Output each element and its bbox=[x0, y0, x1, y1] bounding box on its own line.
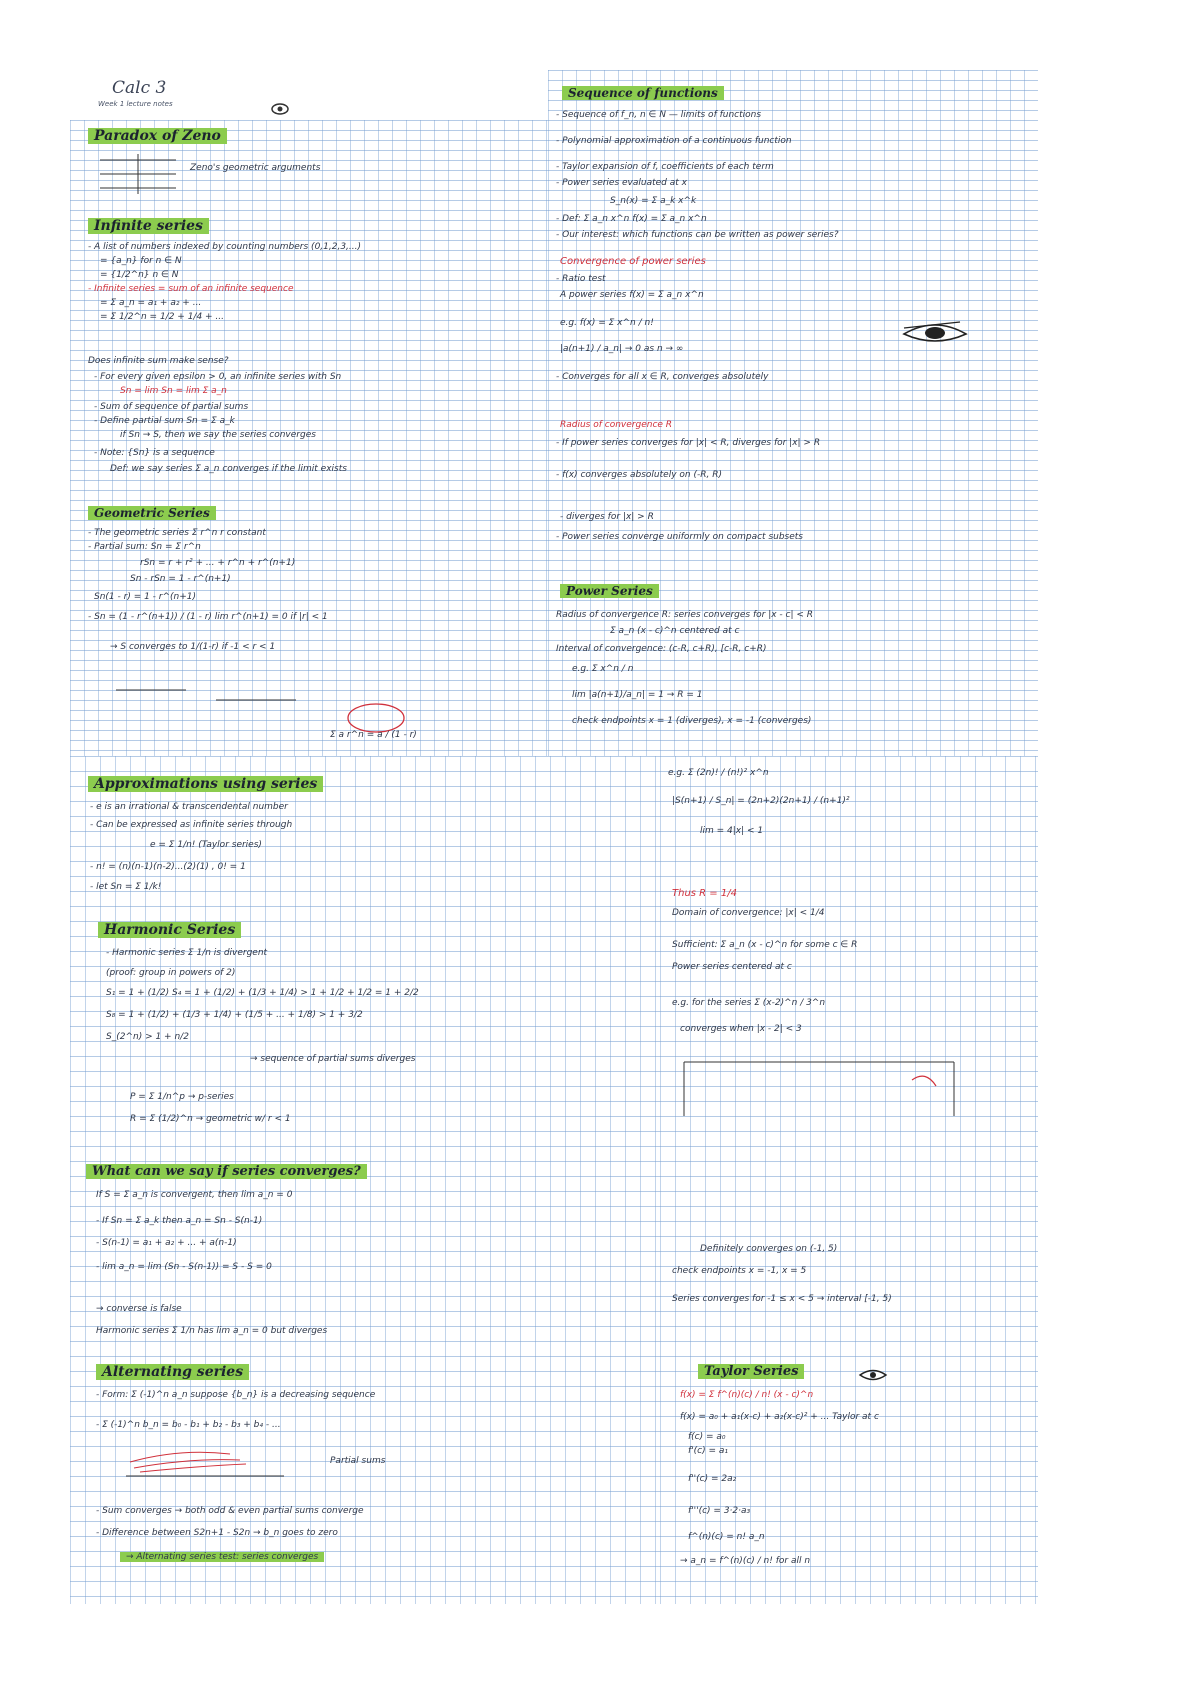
eye-sketch-icon bbox=[900, 318, 970, 348]
ratio-line-6: Power series centered at c bbox=[672, 962, 792, 972]
alternating-line-4: - Difference between S2n+1 - S2n → b_n goes to zero bbox=[96, 1528, 338, 1538]
ratio-line-9: Definitely converges on (-1, 5) bbox=[700, 1244, 838, 1254]
seqfn-line-2: - Taylor expansion of f, coefficients of each term bbox=[556, 162, 774, 172]
taylor-line-4: f''(c) = 2a₂ bbox=[688, 1474, 737, 1484]
harmonic-line-1: (proof: group in powers of 2) bbox=[106, 968, 236, 978]
harmonic-line-5: → sequence of partial sums diverges bbox=[250, 1054, 416, 1064]
heading-geometric-series: Geometric Series bbox=[88, 506, 216, 520]
pconv-line-1: A power series f(x) = Σ a_n x^n bbox=[560, 290, 704, 300]
alternating-line-1: - Σ (-1)^n b_n = b₀ - b₁ + b₂ - b₃ + b₄ - ... bbox=[96, 1420, 281, 1430]
heading-zeno: Paradox of Zeno bbox=[88, 128, 227, 144]
geometric-line-5: - Sn = (1 - r^(n+1)) / (1 - r) lim r^(n+1) = 0 if |r| < 1 bbox=[88, 612, 328, 622]
harmonic-line-6: P = Σ 1/n^p → p-series bbox=[130, 1092, 234, 1102]
heading-taylor-series: Taylor Series bbox=[698, 1364, 804, 1379]
infinite-line-9: - Sum of sequence of partial sums bbox=[94, 402, 249, 412]
ratio-example-box bbox=[680, 1056, 960, 1146]
pconv-line-3: |a(n+1) / a_n| → 0 as n → ∞ bbox=[560, 344, 684, 354]
ratio-line-10: check endpoints x = -1, x = 5 bbox=[672, 1266, 807, 1276]
ratio-line-3: Thus R = 1/4 bbox=[672, 888, 737, 899]
seqfn-line-1: - Polynomial approximation of a continuous function bbox=[556, 136, 792, 146]
power-line-3: e.g. Σ x^n / n bbox=[572, 664, 634, 674]
alternating-line-5: → Alternating series test: series converges bbox=[120, 1552, 324, 1562]
pconv-line-8: - diverges for |x| > R bbox=[560, 512, 654, 522]
infinite-line-13: Def: we say series Σ a_n converges if the limit exists bbox=[110, 464, 347, 474]
geometric-line-0: - The geometric series Σ r^n r constant bbox=[88, 528, 266, 538]
heading-series-converges: What can we say if series converges? bbox=[86, 1164, 367, 1179]
infinite-line-7: - For every given epsilon > 0, an infinite series with Sn bbox=[94, 372, 342, 382]
pconv-line-2: e.g. f(x) = Σ x^n / n! bbox=[560, 318, 654, 328]
pconv-line-7: - f(x) converges absolutely on (-R, R) bbox=[556, 470, 722, 480]
approx-line-3: - n! = (n)(n-1)(n-2)...(2)(1) , 0! = 1 bbox=[90, 862, 246, 872]
ratio-line-8: converges when |x - 2| < 3 bbox=[680, 1024, 802, 1034]
power-line-0: Radius of convergence R: series converges for |x - c| < R bbox=[556, 610, 814, 620]
taylor-line-5: f'''(c) = 3·2·a₃ bbox=[688, 1506, 751, 1516]
infinite-line-0: - A list of numbers indexed by counting numbers (0,1,2,3,...) bbox=[88, 242, 362, 252]
converges-line-1: - If Sn = Σ a_k then a_n = Sn - S(n-1) bbox=[96, 1216, 263, 1226]
converges-line-3: - lim a_n = lim (Sn - S(n-1)) = S - S = 0 bbox=[96, 1262, 272, 1272]
infinite-line-4: = Σ a_n = a₁ + a₂ + ... bbox=[100, 298, 202, 308]
alternating-line-2: Partial sums bbox=[330, 1456, 386, 1466]
page-title: Calc 3 bbox=[112, 78, 167, 98]
pconv-line-0: - Ratio test bbox=[556, 274, 606, 284]
converges-line-5: Harmonic series Σ 1/n has lim a_n = 0 but diverges bbox=[96, 1326, 328, 1336]
heading-sequence-functions: Sequence of functions bbox=[562, 86, 724, 100]
taylor-line-3: f'(c) = a₁ bbox=[688, 1446, 728, 1456]
zeno-diagram bbox=[98, 150, 178, 196]
pconv-line-5: Radius of convergence R bbox=[560, 420, 673, 430]
harmonic-line-4: S_(2^n) > 1 + n/2 bbox=[106, 1032, 189, 1042]
geometric-line-6: → S converges to 1/(1-r) if -1 < r < 1 bbox=[110, 642, 276, 652]
approx-line-4: - let Sn = Σ 1/k! bbox=[90, 882, 162, 892]
approx-line-0: - e is an irrational & transcendental number bbox=[90, 802, 288, 812]
converges-line-2: - S(n-1) = a₁ + a₂ + ... + a(n-1) bbox=[96, 1238, 237, 1248]
infinite-line-11: if Sn → S, then we say the series converges bbox=[120, 430, 316, 440]
infinite-line-6: Does infinite sum make sense? bbox=[88, 356, 229, 366]
heading-alternating: Alternating series bbox=[96, 1364, 249, 1380]
eye-sketch-small-icon bbox=[858, 1366, 888, 1384]
infinite-line-12: - Note: {Sn} is a sequence bbox=[94, 448, 215, 458]
seqfn-line-6: - Our interest: which functions can be written as power series? bbox=[556, 230, 839, 240]
harmonic-line-7: R = Σ (1/2)^n → geometric w/ r < 1 bbox=[130, 1114, 291, 1124]
ratio-line-7: e.g. for the series Σ (x-2)^n / 3^n bbox=[672, 998, 826, 1008]
ratio-line-2: lim = 4|x| < 1 bbox=[700, 826, 764, 836]
approx-line-2: e = Σ 1/n! (Taylor series) bbox=[150, 840, 262, 850]
taylor-line-1: f(x) = a₀ + a₁(x-c) + a₂(x-c)² + ... Taylor at c bbox=[680, 1412, 879, 1422]
zeno-note: Zeno's geometric arguments bbox=[190, 163, 321, 173]
right-notes-panel bbox=[548, 70, 1038, 760]
geometric-line-3: Sn - rSn = 1 - r^(n+1) bbox=[130, 574, 231, 584]
heading-infinite-series: Infinite series bbox=[88, 218, 209, 234]
page-subtitle: Week 1 lecture notes bbox=[98, 100, 173, 108]
alternating-line-0: - Form: Σ (-1)^n a_n suppose {b_n} is a decreasing sequence bbox=[96, 1390, 376, 1400]
power-line-4: lim |a(n+1)/a_n| = 1 → R = 1 bbox=[572, 690, 703, 700]
taylor-line-2: f(c) = a₀ bbox=[688, 1432, 726, 1442]
converges-line-0: If S = Σ a_n is convergent, then lim a_n = 0 bbox=[96, 1190, 293, 1200]
geometric-line-2: rSn = r + r² + ... + r^n + r^(n+1) bbox=[140, 558, 296, 568]
harmonic-line-2: S₁ = 1 + (1/2) S₄ = 1 + (1/2) + (1/3 + 1/4) > 1 + 1/2 + 1/2 = 1 + 2/2 bbox=[106, 988, 419, 998]
seqfn-line-5: - Def: Σ a_n x^n f(x) = Σ a_n x^n bbox=[556, 214, 707, 224]
geometric-fraction-doodle bbox=[96, 670, 516, 740]
ratio-line-1: |S(n+1) / S_n| = (2n+2)(2n+1) / (n+1)² bbox=[672, 796, 850, 806]
left-notes-panel bbox=[70, 120, 550, 760]
infinite-line-1: = {a_n} for n ∈ N bbox=[100, 256, 182, 266]
infinite-line-3: - Infinite series = sum of an infinite sequence bbox=[88, 284, 294, 294]
taylor-line-0: f(x) = Σ f^(n)(c) / n! (x - c)^n bbox=[680, 1390, 814, 1400]
geometric-line-4: Sn(1 - r) = 1 - r^(n+1) bbox=[94, 592, 197, 602]
converges-line-4: → converse is false bbox=[96, 1304, 182, 1314]
seqfn-line-4: S_n(x) = Σ a_k x^k bbox=[610, 196, 697, 206]
ratio-line-4: Domain of convergence: |x| < 1/4 bbox=[672, 908, 825, 918]
infinite-line-10: - Define partial sum Sn = Σ a_k bbox=[94, 416, 235, 426]
alternating-partial-sum-diagram bbox=[120, 1440, 290, 1486]
approx-line-1: - Can be expressed as infinite series through bbox=[90, 820, 293, 830]
seqfn-line-3: - Power series evaluated at x bbox=[556, 178, 687, 188]
seqfn-line-0: - Sequence of f_n, n ∈ N — limits of functions bbox=[556, 110, 762, 120]
pconv-line-4: - Converges for all x ∈ R, converges absolutely bbox=[556, 372, 769, 382]
pconv-line-9: - Power series converge uniformly on compact subsets bbox=[556, 532, 803, 542]
heading-power-convergence: Convergence of power series bbox=[560, 256, 706, 267]
infinite-line-2: = {1/2^n} n ∈ N bbox=[100, 270, 179, 280]
power-line-5: check endpoints x = 1 (diverges), x = -1 (converges) bbox=[572, 716, 812, 726]
power-line-1: Σ a_n (x - c)^n centered at c bbox=[610, 626, 740, 636]
ratio-line-11: Series converges for -1 ≤ x < 5 → interval [-1, 5) bbox=[672, 1294, 892, 1304]
eye-doodle-icon bbox=[270, 102, 290, 116]
geometric-line-7: Σ a r^n = a / (1 - r) bbox=[330, 730, 417, 740]
harmonic-line-0: - Harmonic series Σ 1/n is divergent bbox=[106, 948, 268, 958]
infinite-line-5: = Σ 1/2^n = 1/2 + 1/4 + ... bbox=[100, 312, 225, 322]
heading-harmonic: Harmonic Series bbox=[98, 922, 241, 938]
ratio-line-5: Sufficient: Σ a_n (x - c)^n for some c ∈ R bbox=[672, 940, 858, 950]
heading-power-series: Power Series bbox=[560, 584, 659, 598]
alternating-line-3: - Sum converges → both odd & even partial sums converge bbox=[96, 1506, 364, 1516]
taylor-line-7: → a_n = f^(n)(c) / n! for all n bbox=[680, 1556, 811, 1566]
pconv-line-6: - If power series converges for |x| < R, diverges for |x| > R bbox=[556, 438, 821, 448]
taylor-line-6: f^(n)(c) = n! a_n bbox=[688, 1532, 765, 1542]
infinite-line-8: Sn = lim Sn = lim Σ a_n bbox=[120, 386, 227, 396]
ratio-line-0: e.g. Σ (2n)! / (n!)² x^n bbox=[668, 768, 769, 778]
geometric-line-1: - Partial sum: Sn = Σ r^n bbox=[88, 542, 201, 552]
heading-approximations: Approximations using series bbox=[88, 776, 323, 792]
harmonic-line-3: S₈ = 1 + (1/2) + (1/3 + 1/4) + (1/5 + ... + 1/8) > 1 + 3/2 bbox=[106, 1010, 363, 1020]
power-line-2: Interval of convergence: (c-R, c+R), [c-R, c+R) bbox=[556, 644, 767, 654]
